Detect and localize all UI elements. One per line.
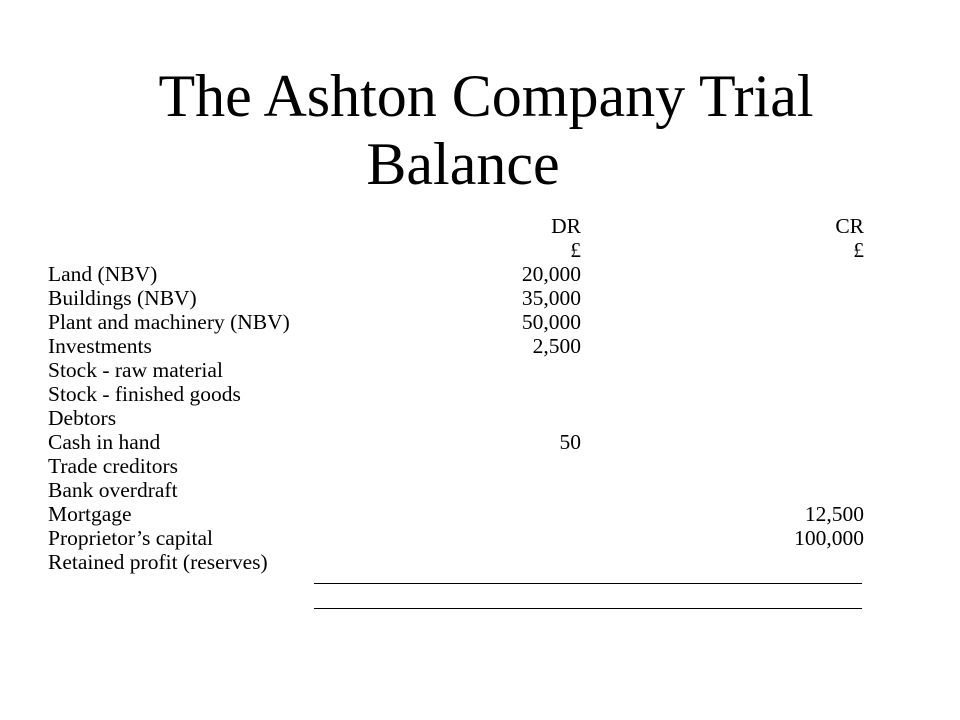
row-label-stock-raw: Stock - raw material bbox=[48, 358, 223, 382]
dr-column-header: DR bbox=[551, 214, 581, 238]
row-dr-land: 20,000 bbox=[521, 262, 581, 286]
dr-currency-symbol: £ bbox=[570, 238, 581, 262]
row-label-debtors: Debtors bbox=[48, 406, 117, 430]
row-label-capital: Proprietor’s capital bbox=[48, 526, 213, 550]
row-label-land: Land (NBV) bbox=[48, 262, 158, 286]
row-dr-plant: 50,000 bbox=[521, 310, 581, 334]
subtotal-rule bbox=[314, 583, 862, 584]
row-label-investments: Investments bbox=[48, 334, 152, 358]
row-dr-buildings: 35,000 bbox=[521, 286, 581, 310]
row-dr-cash: 50 bbox=[559, 430, 581, 454]
title-line-1: The Ashton Company Trial bbox=[158, 63, 814, 129]
row-label-buildings: Buildings (NBV) bbox=[48, 286, 197, 310]
row-label-stock-finished: Stock - finished goods bbox=[48, 382, 241, 406]
row-dr-investments: 2,500 bbox=[532, 334, 581, 358]
row-label-mortgage: Mortgage bbox=[48, 502, 132, 526]
cr-column-header: CR bbox=[835, 214, 864, 238]
title-line-2: Balance bbox=[366, 131, 560, 197]
row-label-cash: Cash in hand bbox=[48, 430, 161, 454]
total-rule bbox=[314, 608, 862, 609]
row-cr-capital: 100,000 bbox=[794, 526, 864, 550]
row-label-trade-creditors: Trade creditors bbox=[48, 454, 178, 478]
cr-currency-symbol: £ bbox=[853, 238, 864, 262]
row-cr-mortgage: 12,500 bbox=[804, 502, 864, 526]
row-label-bank-overdraft: Bank overdraft bbox=[48, 478, 178, 502]
row-label-plant: Plant and machinery (NBV) bbox=[48, 310, 290, 334]
row-label-retained-profit: Retained profit (reserves) bbox=[48, 550, 268, 574]
